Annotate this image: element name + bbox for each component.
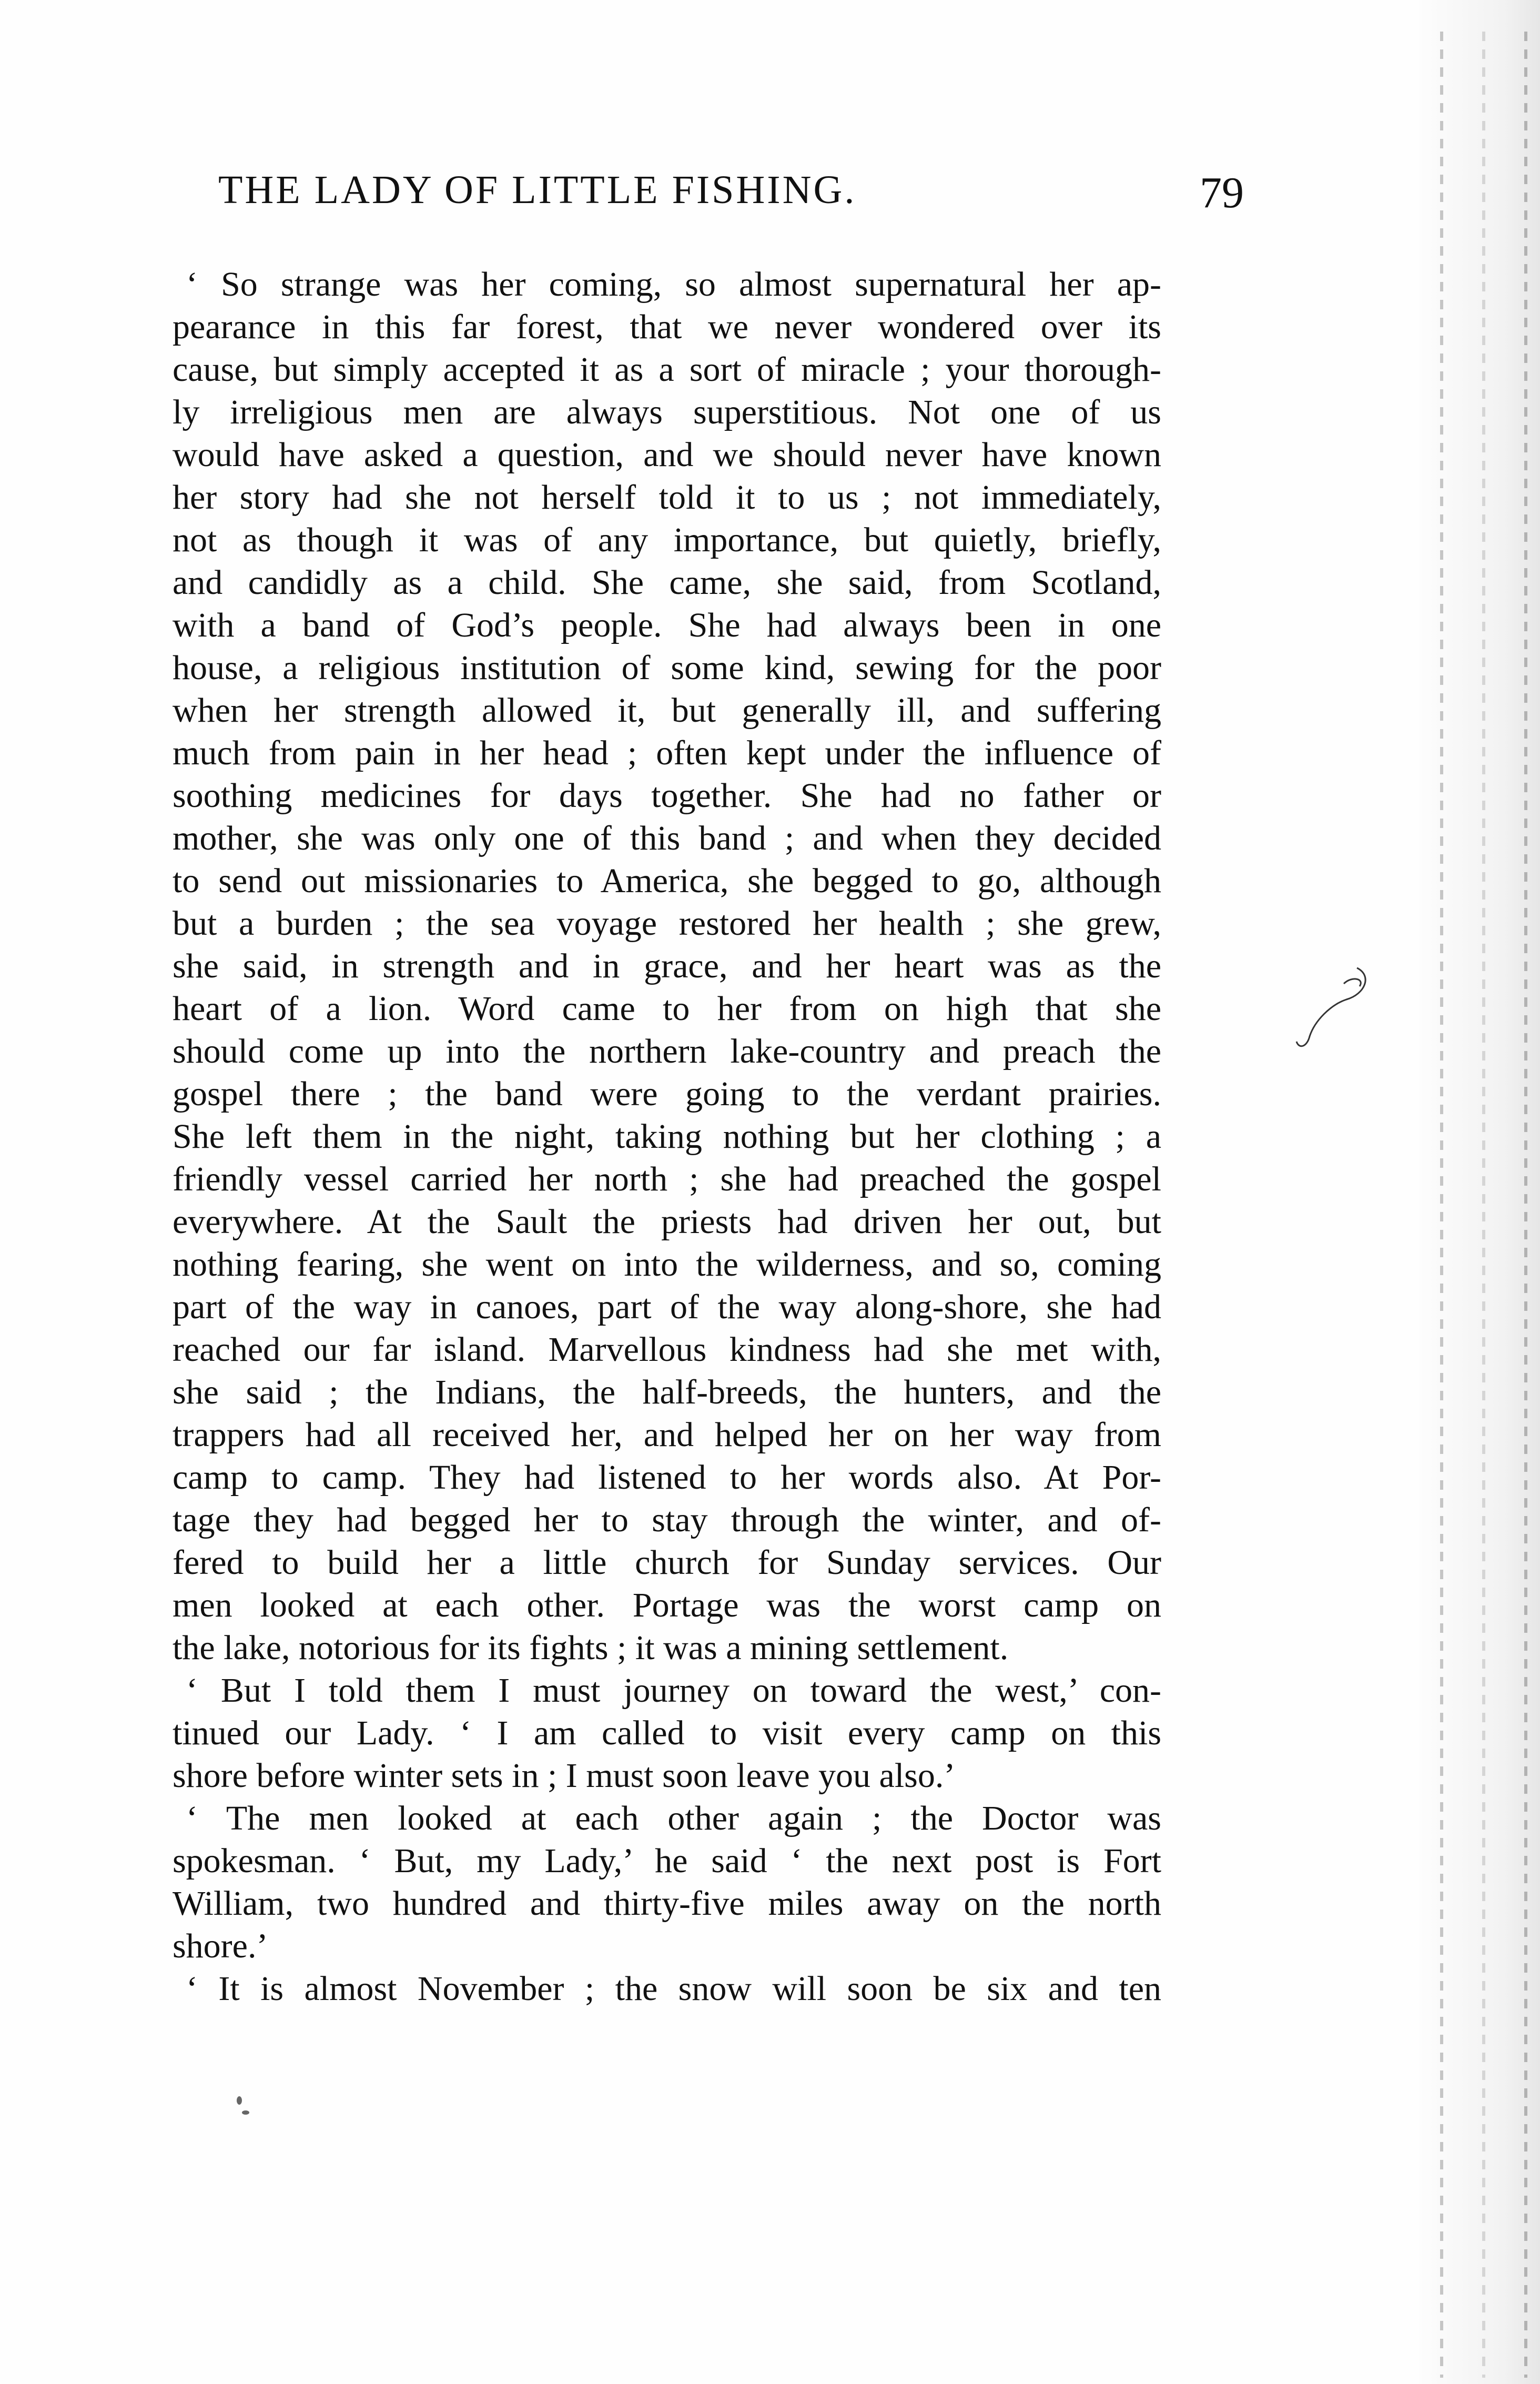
text-line: part of the way in canoes, part of the way along-shore, she had	[173, 1288, 1161, 1326]
body-text	[173, 263, 1161, 2010]
page-edge-shadow	[1419, 0, 1540, 2384]
text-line: when her strength allowed it, but generally ill, and suffering	[173, 691, 1161, 730]
text-line: ‘ But I told them I must journey on toward the west,’ con-	[186, 1671, 1161, 1710]
text-line: shore before winter sets in ; I must soon leave you also.’	[173, 1756, 956, 1795]
edge-line	[1524, 32, 1527, 2378]
text-line: ‘ It is almost November ; the snow will soon be six and ten	[186, 1969, 1161, 2008]
text-line: camp to camp. They had listened to her words also. At Por-	[173, 1458, 1161, 1497]
text-line: and candidly as a child. She came, she said, from Scotland,	[173, 563, 1161, 602]
text-line: to send out missionaries to America, she begged to go, although	[173, 862, 1161, 900]
text-line: fered to build her a little church for Sunday services. Our	[173, 1543, 1161, 1582]
text-line: reached our far island. Marvellous kindness had she met with,	[173, 1330, 1161, 1369]
running-head	[218, 167, 1244, 225]
text-line: soothing medicines for days together. She had no father or	[173, 776, 1161, 815]
ink-speck	[242, 2110, 249, 2115]
text-line: trappers had all received her, and helped her on her way from	[173, 1416, 1161, 1454]
text-line: ‘ So strange was her coming, so almost supernatural her ap-	[186, 265, 1161, 304]
text-line: her story had she not herself told it to us ; not immediately,	[173, 478, 1161, 517]
edge-line	[1482, 32, 1485, 2378]
text-line: heart of a lion. Word came to her from on high that she	[173, 989, 1161, 1028]
text-line: she said, in strength and in grace, and her heart was as the	[173, 947, 1161, 985]
text-line: pearance in this far forest, that we never wondered over its	[173, 308, 1161, 346]
text-line: mother, she was only one of this band ; and when they decided	[173, 819, 1161, 857]
text-line: William, two hundred and thirty-five miles away on the north	[173, 1884, 1161, 1923]
text-line: everywhere. At the Sault the priests had driven her out, but	[173, 1203, 1161, 1241]
text-line: not as though it was of any importance, but quietly, briefly,	[173, 521, 1161, 559]
text-line: She left them in the night, taking nothing but her clothing ; a	[173, 1117, 1161, 1156]
text-line: much from pain in her head ; often kept under the influence of	[173, 734, 1161, 772]
text-line: house, a religious institution of some kind, sewing for the poor	[173, 649, 1161, 687]
stray-pen-mark	[1294, 963, 1373, 1052]
text-line: would have asked a question, and we should never have known	[173, 436, 1161, 474]
text-line: tage they had begged her to stay through the winter, and of-	[173, 1501, 1161, 1539]
text-line: she said ; the Indians, the half-breeds, the hunters, and the	[173, 1373, 1161, 1411]
text-line: spokesman. ‘ But, my Lady,’ he said ‘ the next post is Fort	[173, 1842, 1161, 1880]
running-title: THE LADY OF LITTLE FISHING.	[218, 168, 857, 212]
text-line: gospel there ; the band were going to the verdant prairies.	[173, 1075, 1161, 1113]
text-line: should come up into the northern lake-country and preach the	[173, 1032, 1161, 1070]
page-number: 79	[1200, 168, 1244, 217]
text-line: ‘ The men looked at each other again ; the Doctor was	[186, 1799, 1161, 1837]
ink-speck	[237, 2096, 242, 2105]
text-line: shore.’	[173, 1927, 268, 1965]
text-line: tinued our Lady. ‘ I am called to visit every camp on this	[173, 1714, 1161, 1752]
text-line: with a band of God’s people. She had always been in one	[173, 606, 1161, 644]
text-line: but a burden ; the sea voyage restored her health ; she grew,	[173, 904, 1161, 943]
text-line: ly irreligious men are always superstitious. Not one of us	[173, 393, 1161, 431]
text-line: nothing fearing, she went on into the wilderness, and so, coming	[173, 1245, 1161, 1284]
text-line: cause, but simply accepted it as a sort of miracle ; your thorough-	[173, 350, 1161, 389]
text-line: the lake, notorious for its fights ; it was a mining settlement.	[173, 1629, 1009, 1667]
text-line: men looked at each other. Portage was the worst camp on	[173, 1586, 1161, 1624]
text-line: friendly vessel carried her north ; she had preached the gospel	[173, 1160, 1161, 1198]
edge-line	[1440, 32, 1443, 2378]
